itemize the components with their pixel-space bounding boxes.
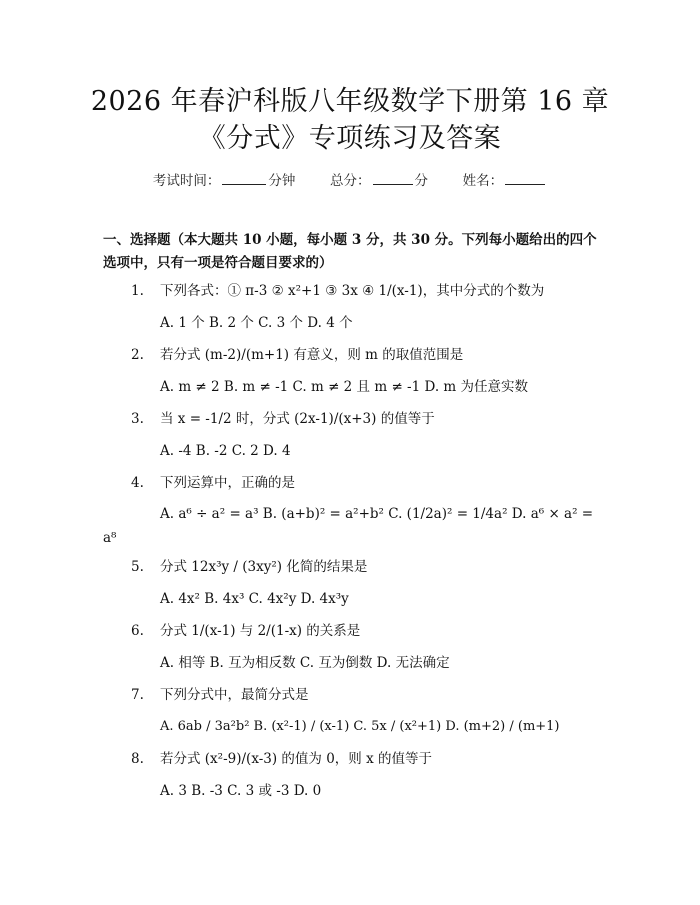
- question-text: 分式 12x³y / (3xy²) 化简的结果是: [160, 559, 368, 575]
- question-number: 1.: [131, 283, 144, 299]
- question-number: 2.: [131, 347, 144, 363]
- total-score-blank: [373, 172, 413, 185]
- question-number: 7.: [131, 687, 144, 703]
- question-text: 下列各式：① π-3 ② x²+1 ③ 3x ④ 1/(x-1)，其中分式的个数为: [160, 283, 545, 299]
- section-heading: 一、选择题（本大题共 10 小题，每小题 3 分，共 30 分。下列每小题给出的四个选项中，只有一项是符合题目要求的）: [103, 232, 597, 271]
- total-score-label: 总分：: [330, 173, 371, 189]
- document-title-line-1: 2026 年春沪科版八年级数学下册第 16 章: [90, 86, 610, 117]
- question-3-options: A. -4 B. -2 C. 2 D. 4: [160, 443, 291, 459]
- exam-time-label: 考试时间：: [152, 173, 221, 189]
- question-6-options: A. 相等 B. 互为相反数 C. 互为倒数 D. 无法确定: [160, 655, 450, 671]
- question-number: 3.: [131, 411, 144, 427]
- question-text: 当 x = -1/2 时，分式 (2x-1)/(x+3) 的值等于: [160, 411, 435, 427]
- exam-time-blank: [222, 172, 266, 185]
- question-1-options: A. 1 个 B. 2 个 C. 3 个 D. 4 个: [160, 315, 353, 331]
- question-4-options: A. a⁶ ÷ a² = a³ B. (a+b)² = a²+b² C. (1/2a)² = 1/4a² D. a⁶ × a² = a⁸: [103, 506, 594, 546]
- document-title-line-2: 《分式》专项练习及答案: [198, 123, 502, 154]
- student-name-blank: [505, 172, 545, 185]
- question-text: 分式 1/(x-1) 与 2/(1-x) 的关系是: [160, 623, 361, 639]
- question-text: 下列运算中，正确的是: [160, 475, 295, 491]
- question-text: 若分式 (m-2)/(m+1) 有意义，则 m 的取值范围是: [160, 347, 464, 363]
- total-score-unit: 分: [414, 173, 428, 189]
- exam-info-line: [0, 169, 700, 189]
- question-text: 若分式 (x²-9)/(x-3) 的值为 0，则 x 的值等于: [160, 751, 432, 767]
- question-number: 6.: [131, 623, 144, 639]
- question-number: 4.: [131, 475, 144, 491]
- question-number: 8.: [131, 751, 144, 767]
- question-7-options: A. 6ab / 3a²b² B. (x²-1) / (x-1) C. 5x / (x²+1) D. (m+2) / (m+1): [160, 719, 560, 734]
- student-name-label: 姓名：: [462, 173, 504, 189]
- question-number: 5.: [131, 559, 144, 575]
- question-5-options: A. 4x² B. 4x³ C. 4x²y D. 4x³y: [160, 591, 349, 607]
- question-text: 下列分式中，最简分式是: [160, 687, 309, 703]
- exam-time-unit: 分钟: [268, 173, 296, 189]
- question-2-options: A. m ≠ 2 B. m ≠ -1 C. m ≠ 2 且 m ≠ -1 D. m 为任意实数: [160, 379, 529, 395]
- question-8-options: A. 3 B. -3 C. 3 或 -3 D. 0: [160, 783, 322, 799]
